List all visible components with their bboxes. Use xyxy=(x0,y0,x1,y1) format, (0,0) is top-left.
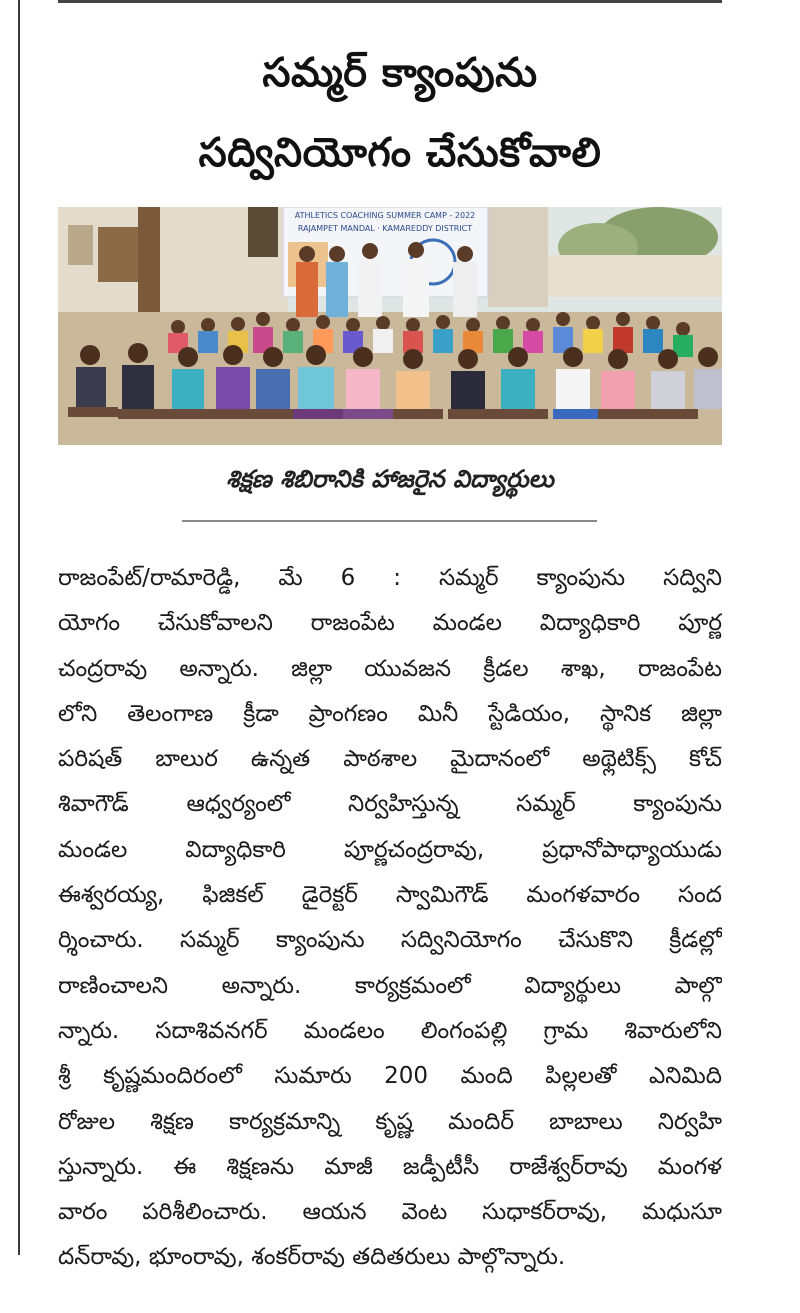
article-line: మండల విద్యాధికారి పూర్ణచంద్రరావు, ప్రధానోపాధ్యాయుడు xyxy=(58,836,722,863)
article-line: పరిషత్ బాలుర ఉన్నత పాఠశాల మైదానంలో అథ్లెటిక్స్ కోచ్ xyxy=(58,746,722,773)
article-line: న్నారు. సదాశివనగర్ మండలం లింగంపల్లి గ్రామ శివారులోని xyxy=(58,1017,722,1044)
article-line: రోజుల శిక్షణ కార్యక్రమాన్ని కృష్ణ మందిర్ బాబాలు నిర్వహి xyxy=(58,1108,722,1135)
headline-line-1: సమ్మర్ క్యాంపును xyxy=(262,50,538,96)
article-line: యోగం చేసుకోవాలని రాజంపేట మండల విద్యాధికారి పూర్ణ xyxy=(58,610,722,637)
article-line: శివాగౌడ్ ఆధ్వర్యంలో నిర్వహిస్తున్న సమ్మర్ క్యాంపును xyxy=(58,791,722,818)
banner-text-1: ATHLETICS COACHING SUMMER CAMP - 2022 xyxy=(294,211,476,220)
caption-rule xyxy=(182,520,597,522)
news-photo xyxy=(58,207,722,445)
article-line: ర్శించారు. సమ్మర్ క్యాంపును సద్వినియోగం చేసుకొని క్రీడల్లో xyxy=(58,927,722,954)
article-body xyxy=(58,556,722,1281)
article-line: రాజంపేట్/రామారెడ్డి, మే 6 : సమ్మర్ క్యాంపును సద్విని xyxy=(58,565,722,591)
top-column-rule xyxy=(58,0,722,3)
banner-text-2: RAJAMPET MANDAL · KAMAREDDY DISTRICT xyxy=(297,224,473,233)
article-line: శ్రీ కృష్ణమందిరంలో సుమారు 200 మంది పిల్లలతో ఎనిమిది xyxy=(58,1063,722,1090)
article-line: చంద్రరావు అన్నారు. జిల్లా యువజన క్రీడల శాఖ, రాజంపేట xyxy=(58,655,722,682)
article-line: వారం పరిశీలించారు. ఆయన వెంట సుధాకర్‌రావు, మధుసూ xyxy=(58,1199,722,1226)
article-line: స్తున్నారు. ఈ శిక్షణను మాజీ జడ్పీటీసీ రాజేశ్వర్‌రావు మంగళ xyxy=(58,1153,722,1180)
article-line: దన్‌రావు, భూంరావు, శంకర్‌రావు తదితరులు పాల్గొన్నారు. xyxy=(58,1244,566,1271)
headline-line-2: సద్వినియోగం చేసుకోవాలి xyxy=(198,130,602,176)
photo-caption: శిక్షణ శిబిరానికి హాజరైన విద్యార్థులు xyxy=(226,465,554,493)
article-line: లోని తెలంగాణ క్రీడా ప్రాంగణం మినీ స్టేడియం, స్థానిక జిల్లా xyxy=(58,700,722,727)
left-column-rule xyxy=(18,0,20,1255)
article-line: రాణించాలని అన్నారు. కార్యక్రమంలో విద్యార్థులు పాల్గొ xyxy=(58,972,722,999)
article-line: ఈశ్వరయ్య, ఫిజికల్ డైరెక్టర్ స్వామిగౌడ్ మంగళవారం సంద xyxy=(58,882,722,909)
